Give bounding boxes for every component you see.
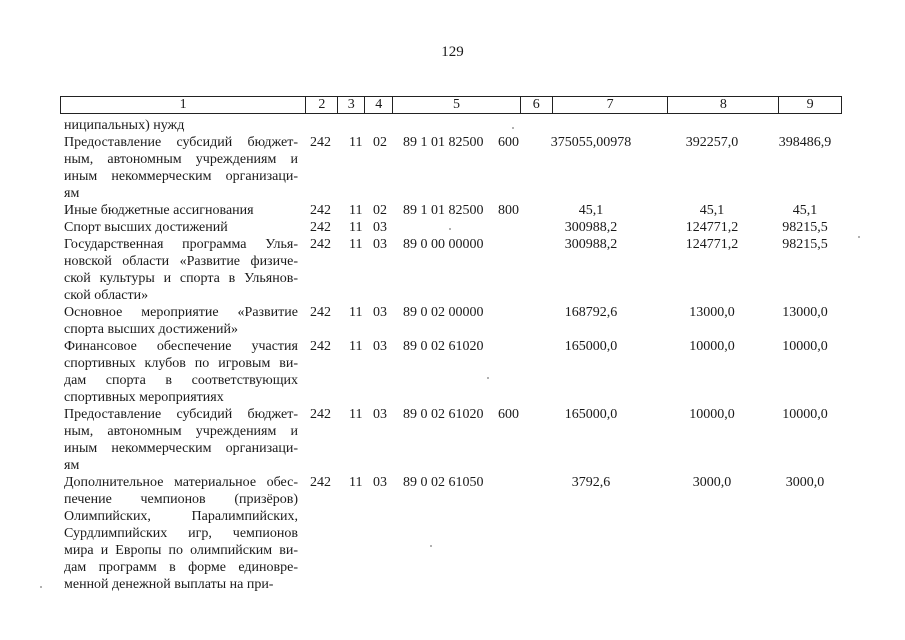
year-1-amount: 168792,6 (564, 305, 618, 320)
row-name-line: Финансовое обеспечение участия (64, 339, 298, 354)
table-row (64, 117, 844, 134)
row-name (64, 236, 298, 304)
row-name-line: Спорт высших достижений (64, 220, 228, 235)
table-row (64, 474, 844, 593)
row-name-line: Предоставление субсидий бюджет- (64, 135, 298, 150)
subsection-cell: 03 (373, 237, 387, 252)
section-cell: 11 (349, 475, 363, 490)
grbs-cell: 242 (310, 237, 331, 252)
row-name-line: Иные бюджетные ассигнования (64, 203, 254, 218)
grbs-cell: 242 (310, 407, 331, 422)
header-col-9: 9 (806, 97, 814, 112)
grbs-cell: 242 (310, 305, 331, 320)
header-col-7: 7 (553, 97, 669, 113)
row-name-line: ниципальных) нужд (64, 118, 185, 133)
row-name-line: ям (64, 186, 80, 201)
subsection-cell: 02 (373, 135, 387, 150)
row-name (64, 406, 298, 474)
row-name (64, 219, 298, 236)
grbs-cell: 242 (310, 203, 331, 218)
scan-speck (430, 545, 432, 547)
scan-speck (487, 377, 489, 379)
row-name-line: иным некоммерческим организаци- (64, 169, 298, 184)
row-name-line: Основное мероприятие «Развитие (64, 305, 298, 320)
header-col-5: 5 (393, 97, 521, 113)
year-2-amount: 3000,0 (692, 475, 732, 490)
header-col-4: 4 (365, 97, 393, 113)
target-article-cell: 89 0 00 00000 (403, 237, 484, 252)
subsection-cell: 03 (373, 305, 387, 320)
row-name-line: дам спорта в соответствующих (64, 373, 298, 388)
year-3-amount: 13000,0 (782, 305, 828, 320)
scan-speck (858, 236, 860, 238)
grbs-cell: 242 (310, 135, 331, 150)
section-cell: 11 (349, 203, 363, 218)
row-name-line: ям (64, 458, 80, 473)
scan-speck (40, 586, 42, 588)
year-2-amount: 13000,0 (689, 305, 735, 320)
year-3-amount: 98215,5 (782, 237, 828, 252)
row-name-line: иным некоммерческим организаци- (64, 441, 298, 456)
expense-type-cell: 600 (498, 135, 519, 150)
subsection-cell: 03 (373, 407, 387, 422)
year-1-amount: 45,1 (578, 203, 604, 218)
target-article-cell: 89 0 02 00000 (403, 305, 484, 320)
year-3-amount: 3000,0 (785, 475, 825, 490)
header-col-3: 3 (338, 97, 365, 113)
table-row (64, 134, 844, 202)
section-cell: 11 (349, 407, 363, 422)
section-cell: 11 (349, 135, 363, 150)
target-article-cell: 89 1 01 82500 (403, 135, 484, 150)
year-1-amount: 3792,6 (571, 475, 611, 490)
year-1-amount: 300988,2 (564, 237, 618, 252)
row-name-line: Государственная программа Улья- (64, 237, 298, 252)
expense-type-cell: 800 (498, 203, 519, 218)
year-3-amount: 10000,0 (782, 339, 828, 354)
row-name (64, 134, 298, 202)
subsection-cell: 03 (373, 475, 387, 490)
row-name-line: спортивных клубов по игровым ви- (64, 356, 298, 371)
header-col-1: 1 (61, 97, 306, 113)
row-name (64, 304, 298, 338)
year-2-amount: 392257,0 (685, 135, 739, 150)
page-number: 129 (441, 44, 464, 60)
target-article-cell: 89 0 02 61050 (403, 475, 484, 490)
section-cell: 11 (349, 237, 363, 252)
row-name-line: ным, автономным учреждениям и (64, 152, 298, 167)
expense-type-cell: 600 (498, 407, 519, 422)
row-name-line: ской культуры и спорта в Ульянов- (64, 271, 298, 286)
header-col-2: 2 (306, 97, 338, 113)
row-name (64, 117, 298, 134)
row-name-line: дам программ в форме единовре- (64, 560, 298, 575)
table-row (64, 304, 844, 338)
row-name-line: спортивных мероприятиях (64, 390, 224, 405)
year-1-amount: 375055,00978 (550, 135, 632, 150)
section-cell: 11 (349, 220, 363, 235)
year-2-amount: 124771,2 (685, 237, 739, 252)
section-cell: 11 (349, 305, 363, 320)
year-1-amount: 165000,0 (564, 407, 618, 422)
table-row (64, 202, 844, 219)
row-name-line: ным, автономным учреждениям и (64, 424, 298, 439)
row-name (64, 474, 298, 593)
target-article-cell: 89 1 01 82500 (403, 203, 484, 218)
table-row (64, 236, 844, 304)
section-cell: 11 (349, 339, 363, 354)
grbs-cell: 242 (310, 339, 331, 354)
year-2-amount: 10000,0 (689, 407, 735, 422)
header-col-6: 6 (521, 97, 553, 113)
year-2-amount: 45,1 (699, 203, 725, 218)
grbs-cell: 242 (310, 220, 331, 235)
year-2-amount: 10000,0 (689, 339, 735, 354)
row-name-line: менной денежной выплаты на при- (64, 577, 274, 592)
table-body (64, 117, 844, 593)
row-name-line: Дополнительное материальное обес- (64, 475, 298, 490)
table-row (64, 219, 844, 236)
grbs-cell: 242 (310, 475, 331, 490)
table-row (64, 338, 844, 406)
year-3-amount: 98215,5 (782, 220, 828, 235)
year-1-amount: 165000,0 (564, 339, 618, 354)
header-col-8: 8 (668, 97, 779, 113)
year-2-amount: 124771,2 (685, 220, 739, 235)
scan-speck (512, 127, 514, 129)
year-3-amount: 398486,9 (778, 135, 832, 150)
subsection-cell: 02 (373, 203, 387, 218)
subsection-cell: 03 (373, 220, 387, 235)
year-1-amount: 300988,2 (564, 220, 618, 235)
target-article-cell: 89 0 02 61020 (403, 407, 484, 422)
year-3-amount: 45,1 (792, 203, 818, 218)
row-name-line: спорта высших достижений» (64, 322, 239, 337)
row-name-line: мира и Европы по олимпийским ви- (64, 543, 298, 558)
subsection-cell: 03 (373, 339, 387, 354)
year-3-amount: 10000,0 (782, 407, 828, 422)
row-name-line: Предоставление субсидий бюджет- (64, 407, 298, 422)
row-name (64, 338, 298, 406)
scan-speck (449, 228, 451, 230)
row-name-line: новской области «Развитие физиче- (64, 254, 298, 269)
table-header (60, 96, 842, 114)
row-name (64, 202, 298, 219)
target-article-cell: 89 0 02 61020 (403, 339, 484, 354)
table-row (64, 406, 844, 474)
row-name-line: ской области» (64, 288, 149, 303)
row-name-line: Олимпийских, Паралимпийских, (64, 509, 298, 524)
row-name-line: печение чемпионов (призёров) (64, 492, 298, 507)
row-name-line: Сурдлимпийских игр, чемпионов (64, 526, 298, 541)
